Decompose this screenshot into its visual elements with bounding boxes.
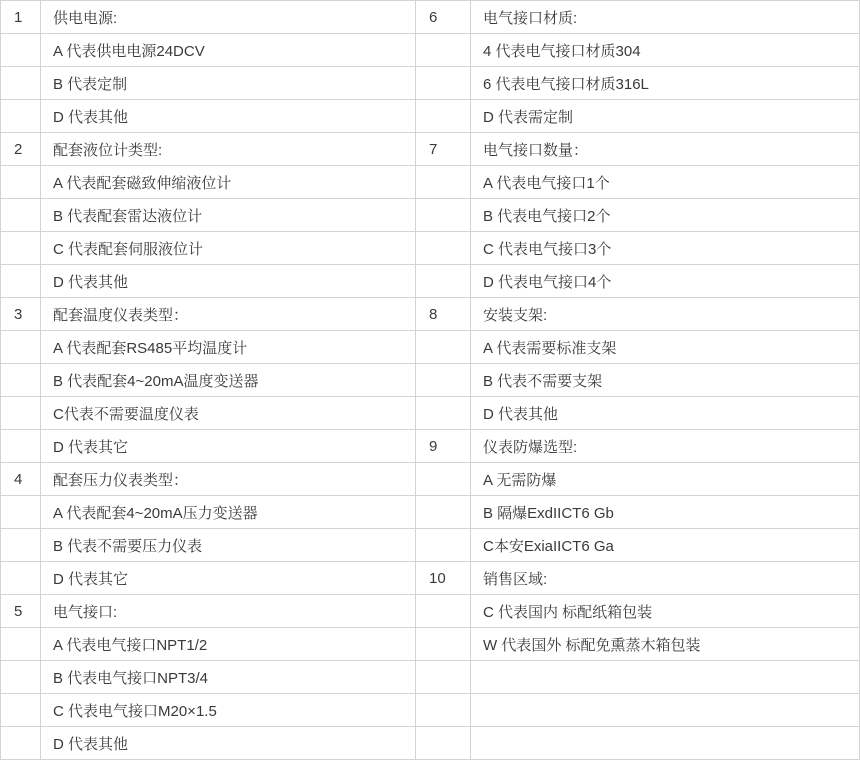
- left-row-text-cell: B 代表配套4~20mA温度变送器: [41, 364, 416, 397]
- left-row-number-cell: [1, 364, 41, 397]
- right-row-text-cell: D 代表电气接口4个: [471, 265, 860, 298]
- left-row-number-cell: 1: [1, 1, 41, 34]
- right-row-number-cell: [416, 496, 471, 529]
- right-row-text-cell: [471, 661, 860, 694]
- right-row-text-cell: 电气接口数量：: [471, 133, 860, 166]
- right-row-number-cell: [416, 232, 471, 265]
- right-row-number-cell: [416, 727, 471, 760]
- left-row-number-cell: [1, 529, 41, 562]
- left-row-number-cell: 4: [1, 463, 41, 496]
- right-row-text-cell: 安装支架:: [471, 298, 860, 331]
- left-row-text-cell: A 代表配套RS485平均温度计: [41, 331, 416, 364]
- right-row-text-cell: A 无需防爆: [471, 463, 860, 496]
- left-row-number-cell: [1, 430, 41, 463]
- right-row-text-cell: B 代表不需要支架: [471, 364, 860, 397]
- right-row-number-cell: [416, 529, 471, 562]
- right-row-number-cell: [416, 628, 471, 661]
- left-row-text-cell: B 代表电气接口NPT3/4: [41, 661, 416, 694]
- left-row-text-cell: 配套液位计类型:: [41, 133, 416, 166]
- left-row-number-cell: [1, 166, 41, 199]
- right-row-text-cell: C 代表国内 标配纸箱包装: [471, 595, 860, 628]
- right-row-number-cell: [416, 595, 471, 628]
- right-row-text-cell: 仪表防爆选型:: [471, 430, 860, 463]
- left-row-text-cell: 配套温度仪表类型：: [41, 298, 416, 331]
- left-row-text-cell: B 代表不需要压力仪表: [41, 529, 416, 562]
- right-row-number-cell: [416, 67, 471, 100]
- left-row-text-cell: 供电电源:: [41, 1, 416, 34]
- left-row-text-cell: A 代表供电电源24DCV: [41, 34, 416, 67]
- right-row-number-cell: 7: [416, 133, 471, 166]
- right-row-number-cell: [416, 34, 471, 67]
- left-row-text-cell: 电气接口:: [41, 595, 416, 628]
- left-row-text-cell: A 代表电气接口NPT1/2: [41, 628, 416, 661]
- left-row-text-cell: D 代表其它: [41, 562, 416, 595]
- left-row-text-cell: C代表不需要温度仪表: [41, 397, 416, 430]
- right-row-text-cell: D 代表其他: [471, 397, 860, 430]
- left-row-number-cell: [1, 661, 41, 694]
- right-row-text-cell: 4 代表电气接口材质304: [471, 34, 860, 67]
- left-row-text-cell: 配套压力仪表类型：: [41, 463, 416, 496]
- left-row-text-cell: B 代表定制: [41, 67, 416, 100]
- right-row-text-cell: B 隔爆ExdIICT6 Gb: [471, 496, 860, 529]
- right-row-number-cell: 8: [416, 298, 471, 331]
- left-row-number-cell: [1, 232, 41, 265]
- right-row-text-cell: A 代表需要标准支架: [471, 331, 860, 364]
- right-row-number-cell: [416, 265, 471, 298]
- right-row-number-cell: [416, 331, 471, 364]
- left-row-text-cell: B 代表配套雷达液位计: [41, 199, 416, 232]
- right-row-text-cell: W 代表国外 标配免熏蒸木箱包装: [471, 628, 860, 661]
- left-row-text-cell: C 代表配套伺服液位计: [41, 232, 416, 265]
- right-row-number-cell: [416, 397, 471, 430]
- right-row-text-cell: 6 代表电气接口材质316L: [471, 67, 860, 100]
- right-row-text-cell: C 代表电气接口3个: [471, 232, 860, 265]
- left-row-number-cell: [1, 199, 41, 232]
- right-row-number-cell: [416, 463, 471, 496]
- right-row-text-cell: [471, 694, 860, 727]
- right-row-number-cell: [416, 694, 471, 727]
- right-row-text-cell: 电气接口材质:: [471, 1, 860, 34]
- right-row-number-cell: [416, 100, 471, 133]
- left-row-number-cell: [1, 628, 41, 661]
- right-row-text-cell: C本安ExiaIICT6 Ga: [471, 529, 860, 562]
- left-row-text-cell: D 代表其它: [41, 430, 416, 463]
- right-row-text-cell: D 代表需定制: [471, 100, 860, 133]
- left-row-number-cell: [1, 496, 41, 529]
- left-row-text-cell: D 代表其他: [41, 727, 416, 760]
- right-row-text-cell: B 代表电气接口2个: [471, 199, 860, 232]
- left-row-text-cell: D 代表其他: [41, 100, 416, 133]
- left-row-number-cell: [1, 727, 41, 760]
- left-row-number-cell: [1, 34, 41, 67]
- right-row-number-cell: [416, 166, 471, 199]
- right-row-number-cell: [416, 199, 471, 232]
- left-row-number-cell: 5: [1, 595, 41, 628]
- right-row-text-cell: 销售区域:: [471, 562, 860, 595]
- left-row-number-cell: [1, 694, 41, 727]
- left-row-number-cell: [1, 562, 41, 595]
- right-row-number-cell: 10: [416, 562, 471, 595]
- right-row-number-cell: 9: [416, 430, 471, 463]
- left-row-number-cell: [1, 67, 41, 100]
- right-row-text-cell: A 代表电气接口1个: [471, 166, 860, 199]
- left-row-number-cell: [1, 331, 41, 364]
- left-row-number-cell: [1, 265, 41, 298]
- left-row-text-cell: C 代表电气接口M20×1.5: [41, 694, 416, 727]
- left-row-number-cell: 2: [1, 133, 41, 166]
- left-row-text-cell: A 代表配套4~20mA压力变送器: [41, 496, 416, 529]
- left-row-number-cell: [1, 397, 41, 430]
- left-row-text-cell: D 代表其他: [41, 265, 416, 298]
- left-row-number-cell: 3: [1, 298, 41, 331]
- right-row-number-cell: 6: [416, 1, 471, 34]
- right-row-number-cell: [416, 364, 471, 397]
- left-row-text-cell: A 代表配套磁致伸缩液位计: [41, 166, 416, 199]
- right-row-text-cell: [471, 727, 860, 760]
- left-row-number-cell: [1, 100, 41, 133]
- right-row-number-cell: [416, 661, 471, 694]
